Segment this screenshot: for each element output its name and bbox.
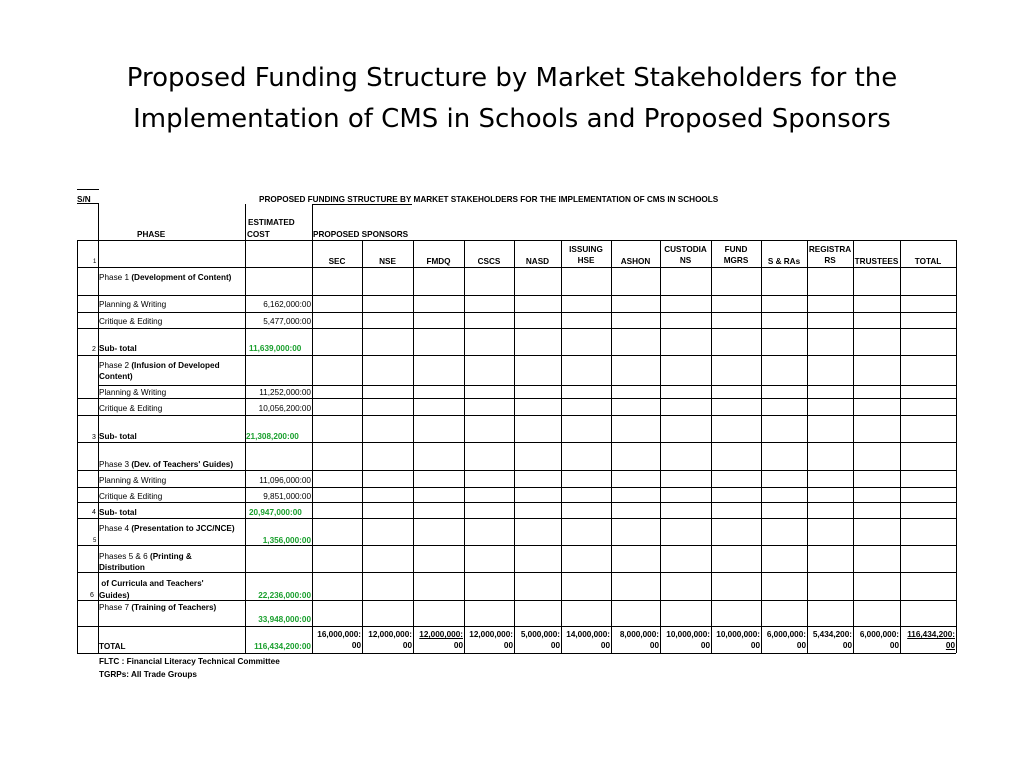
sponsor-col-header-line: CUSTODIA bbox=[664, 245, 707, 254]
grid-line bbox=[312, 204, 313, 653]
grid-line bbox=[464, 240, 465, 653]
sponsor-total-value-line: 6,000,000: bbox=[766, 630, 806, 639]
sponsor-col-header-line: TOTAL bbox=[914, 257, 942, 266]
grid-line bbox=[956, 240, 957, 653]
grid-line bbox=[77, 312, 956, 313]
sponsor-col-header-line: NS bbox=[679, 256, 692, 265]
phase-56-desc-4: Guides) bbox=[99, 591, 130, 600]
sponsor-total-value bbox=[853, 629, 899, 651]
grid-line bbox=[77, 653, 956, 654]
grid-line bbox=[245, 204, 246, 653]
sponsor-total-value-line: 116,434,200: bbox=[907, 630, 955, 639]
phase-56-row bbox=[99, 551, 192, 562]
sponsor-col-header bbox=[561, 244, 611, 266]
grid-line bbox=[77, 398, 956, 399]
phase-1-row bbox=[99, 272, 231, 283]
sn-2: 2 bbox=[92, 346, 96, 353]
sponsor-total-value-line: 00 bbox=[889, 641, 899, 650]
grid-line bbox=[807, 240, 808, 653]
sponsor-total-value-line: 5,434,200: bbox=[812, 630, 852, 639]
sn-header: S/N bbox=[77, 195, 91, 204]
sponsor-total-value-line: 14,000,000: bbox=[566, 630, 610, 639]
subtotal-2-label: Sub- total bbox=[99, 432, 137, 441]
grid-line bbox=[77, 502, 956, 503]
grid-line bbox=[362, 240, 363, 653]
sponsor-total-value bbox=[464, 629, 513, 651]
subtotal-1-label: Sub- total bbox=[99, 344, 137, 353]
sponsor-col-header-line: CSCS bbox=[477, 257, 501, 266]
sponsor-total-value bbox=[413, 629, 463, 651]
grid-line bbox=[77, 295, 98, 296]
cost-header: COST bbox=[247, 230, 270, 239]
sponsor-total-value bbox=[611, 629, 659, 651]
phase-4-desc: (Presentation to JCC/NCE) bbox=[131, 524, 235, 533]
grid-line bbox=[413, 240, 414, 653]
grid-line bbox=[77, 355, 956, 356]
sponsor-col-header bbox=[761, 256, 807, 267]
grid-line bbox=[853, 240, 854, 653]
phase-2-label: Phase 2 bbox=[99, 361, 130, 370]
sponsor-col-header bbox=[853, 256, 900, 267]
sponsor-total-value bbox=[362, 629, 412, 651]
subtotal-3-cost: 20,947,000:00 bbox=[249, 508, 302, 517]
p3-critique-cost: 9,851,000:00 bbox=[263, 492, 311, 501]
sponsor-col-header-line: MGRS bbox=[723, 256, 749, 265]
sponsor-col-header bbox=[711, 244, 761, 266]
p2-critique-cost: 10,056,200:00 bbox=[258, 404, 311, 413]
grid-line bbox=[514, 240, 515, 653]
p3-planning-label: Planning & Writing bbox=[99, 476, 167, 485]
sponsor-total-value-line: 12,000,000: bbox=[469, 630, 513, 639]
sponsor-total-value-line: 00 bbox=[453, 641, 463, 650]
grid-line bbox=[77, 518, 956, 519]
sponsor-col-header-line: NSE bbox=[379, 257, 396, 266]
sponsor-col-header bbox=[660, 244, 711, 266]
p1-planning-label: Planning & Writing bbox=[99, 300, 167, 309]
sponsor-col-header-line: RS bbox=[824, 256, 836, 265]
sponsor-col-header bbox=[900, 256, 956, 267]
phase-4-label: Phase 4 bbox=[99, 524, 130, 533]
phase-7-desc: (Training of Teachers) bbox=[131, 603, 217, 612]
phase-4-cost: 1,356,000:00 bbox=[262, 536, 311, 545]
grid-line bbox=[77, 328, 956, 329]
sponsor-total-value-line: 8,000,000: bbox=[619, 630, 659, 639]
phase-56-cost: 22,236,000:00 bbox=[258, 591, 311, 600]
footnote-fltc: FLTC : Financial Literacy Technical Committee bbox=[99, 657, 280, 666]
grid-line bbox=[611, 240, 612, 653]
phase-56-desc: (Printing & bbox=[149, 552, 192, 561]
phase-2-row bbox=[99, 360, 220, 371]
p1-critique-label: Critique & Editing bbox=[99, 317, 163, 326]
p2-critique-label: Critique & Editing bbox=[99, 404, 163, 413]
p3-planning-cost: 11,096,000:00 bbox=[259, 476, 311, 485]
proposed-sponsors-header: PROPOSED SPONSORS bbox=[313, 230, 409, 239]
phase-56-desc-2: Distribution bbox=[99, 563, 145, 572]
sponsor-col-header-line: SEC bbox=[328, 257, 346, 266]
p1-critique-cost: 5,477,000:00 bbox=[263, 317, 311, 326]
phase-3-desc: (Dev. of Teachers' Guides) bbox=[131, 460, 234, 469]
sponsor-total-value bbox=[561, 629, 610, 651]
grid-line bbox=[77, 470, 956, 471]
slide-title-line-1: Proposed Funding Structure by Market Stakeholders for the bbox=[126, 63, 898, 93]
sponsor-total-value-line: 16,000,000: bbox=[317, 630, 361, 639]
sponsor-total-value-line: 6,000,000: bbox=[859, 630, 899, 639]
sponsor-total-value-line: 00 bbox=[550, 641, 560, 650]
p2-planning-label: Planning & Writing bbox=[99, 388, 167, 397]
grid-line bbox=[98, 204, 99, 653]
sn-6: 6 bbox=[90, 592, 94, 599]
sponsor-total-value-line: 10,000,000: bbox=[666, 630, 710, 639]
sponsor-col-header-line: FUND bbox=[724, 245, 748, 254]
sn-1: 1 bbox=[93, 259, 97, 265]
sponsor-col-header-line: ISSUING bbox=[569, 245, 603, 254]
slide-title-line-2: Implementation of CMS in Schools and Proposed Sponsors bbox=[133, 104, 891, 134]
sponsor-total-value-line: 00 bbox=[945, 641, 955, 650]
sponsor-col-header-line: S & RAs bbox=[767, 257, 801, 266]
grid-line bbox=[711, 240, 712, 653]
sn-5: 5 bbox=[93, 538, 97, 544]
sponsor-total-value-line: 00 bbox=[402, 641, 412, 650]
sponsor-total-value-line: 00 bbox=[796, 641, 806, 650]
grid-line bbox=[77, 442, 956, 443]
subtotal-3-label: Sub- total bbox=[99, 508, 137, 517]
sponsor-col-header bbox=[312, 256, 362, 267]
grid-line bbox=[77, 572, 956, 573]
sponsor-total-value bbox=[807, 629, 852, 651]
phase-7-label: Phase 7 bbox=[99, 603, 130, 612]
phase-7-cost: 33,948,000:00 bbox=[258, 615, 311, 624]
sponsor-col-header-line: REGISTRA bbox=[808, 245, 852, 254]
phase-56-desc-3: of Curricula and Teachers' bbox=[99, 579, 204, 588]
p3-critique-label: Critique & Editing bbox=[99, 492, 163, 501]
sponsor-total-value bbox=[312, 629, 361, 651]
phase-3-label: Phase 3 bbox=[99, 460, 130, 469]
sponsor-col-header bbox=[362, 256, 413, 267]
grid-line bbox=[561, 240, 562, 653]
grid-line bbox=[98, 385, 956, 386]
sponsor-col-header bbox=[807, 244, 853, 266]
sponsor-total-value-line: 00 bbox=[750, 641, 760, 650]
total-estimated-cost: 116,434,200:00 bbox=[254, 642, 311, 651]
sponsor-col-header-line: TRUSTEES bbox=[854, 257, 899, 266]
p2-planning-cost: 11,252,000:00 bbox=[259, 388, 311, 397]
sponsor-total-value-line: 10,000,000: bbox=[716, 630, 760, 639]
total-row-label: TOTAL bbox=[99, 642, 126, 651]
sn-4: 4 bbox=[92, 509, 96, 516]
grid-line bbox=[77, 240, 956, 241]
estimated-header: ESTIMATED bbox=[248, 218, 295, 227]
phase-3-row bbox=[99, 459, 233, 470]
sponsor-total-value-line: 00 bbox=[503, 641, 513, 650]
sponsor-col-header-line: ASHON bbox=[620, 257, 651, 266]
sponsor-total-value-line: 00 bbox=[649, 641, 659, 650]
table-banner: PROPOSED FUNDING STRUCTURE BY MARKET STAKEHOLDERS FOR THE IMPLEMENTATION OF CMS IN SCHOOLS bbox=[259, 195, 719, 204]
sponsor-col-header bbox=[413, 256, 464, 267]
sponsor-total-value-line: 00 bbox=[842, 641, 852, 650]
phase-1-desc: (Development of Content) bbox=[131, 273, 232, 282]
sponsor-total-value-line: 00 bbox=[700, 641, 710, 650]
grid-line bbox=[900, 240, 901, 653]
grid-line bbox=[98, 295, 956, 296]
grid-line bbox=[77, 626, 956, 627]
phase-2-desc-2: Content) bbox=[99, 372, 133, 381]
sponsor-total-value-line: 00 bbox=[351, 641, 361, 650]
grid-line bbox=[77, 240, 78, 653]
sponsor-col-header-line: FMDQ bbox=[426, 257, 451, 266]
sponsor-col-header-line: NASD bbox=[525, 257, 550, 266]
phase-56-label: Phases 5 & 6 bbox=[99, 552, 148, 561]
grid-line bbox=[660, 240, 661, 653]
sponsor-col-header bbox=[611, 256, 660, 267]
sponsor-col-header bbox=[464, 256, 514, 267]
sponsor-total-value bbox=[900, 629, 955, 651]
phase-1-label: Phase 1 bbox=[99, 273, 130, 282]
sponsor-total-value bbox=[711, 629, 760, 651]
sponsor-total-value bbox=[514, 629, 560, 651]
sponsor-total-value-line: 12,000,000: bbox=[419, 630, 463, 639]
subtotal-2-cost: 21,308,200:00 bbox=[246, 432, 299, 441]
grid-line bbox=[77, 415, 956, 416]
sponsor-total-value bbox=[761, 629, 806, 651]
phase-2-desc: (Infusion of Developed bbox=[131, 361, 220, 370]
grid-line bbox=[77, 600, 956, 601]
sponsor-total-value-line: 00 bbox=[600, 641, 610, 650]
phase-7-row bbox=[99, 602, 216, 613]
subtotal-1-cost: 11,639,000:00 bbox=[249, 344, 302, 353]
p1-planning-cost: 6,162,000:00 bbox=[263, 300, 311, 309]
grid-line bbox=[77, 267, 956, 268]
phase-4-row bbox=[99, 523, 235, 534]
sponsor-total-value-line: 12,000,000: bbox=[368, 630, 412, 639]
sn-3: 3 bbox=[92, 434, 96, 441]
sponsor-total-value-line: 5,000,000: bbox=[520, 630, 560, 639]
footnote-tgrps: TGRPs: All Trade Groups bbox=[99, 670, 197, 679]
sponsor-col-header-line: HSE bbox=[577, 256, 595, 265]
phase-header: PHASE bbox=[137, 230, 166, 239]
sponsor-col-header bbox=[514, 256, 561, 267]
grid-line bbox=[761, 240, 762, 653]
grid-line bbox=[77, 545, 956, 546]
grid-line bbox=[77, 487, 956, 488]
sponsor-total-value bbox=[660, 629, 710, 651]
